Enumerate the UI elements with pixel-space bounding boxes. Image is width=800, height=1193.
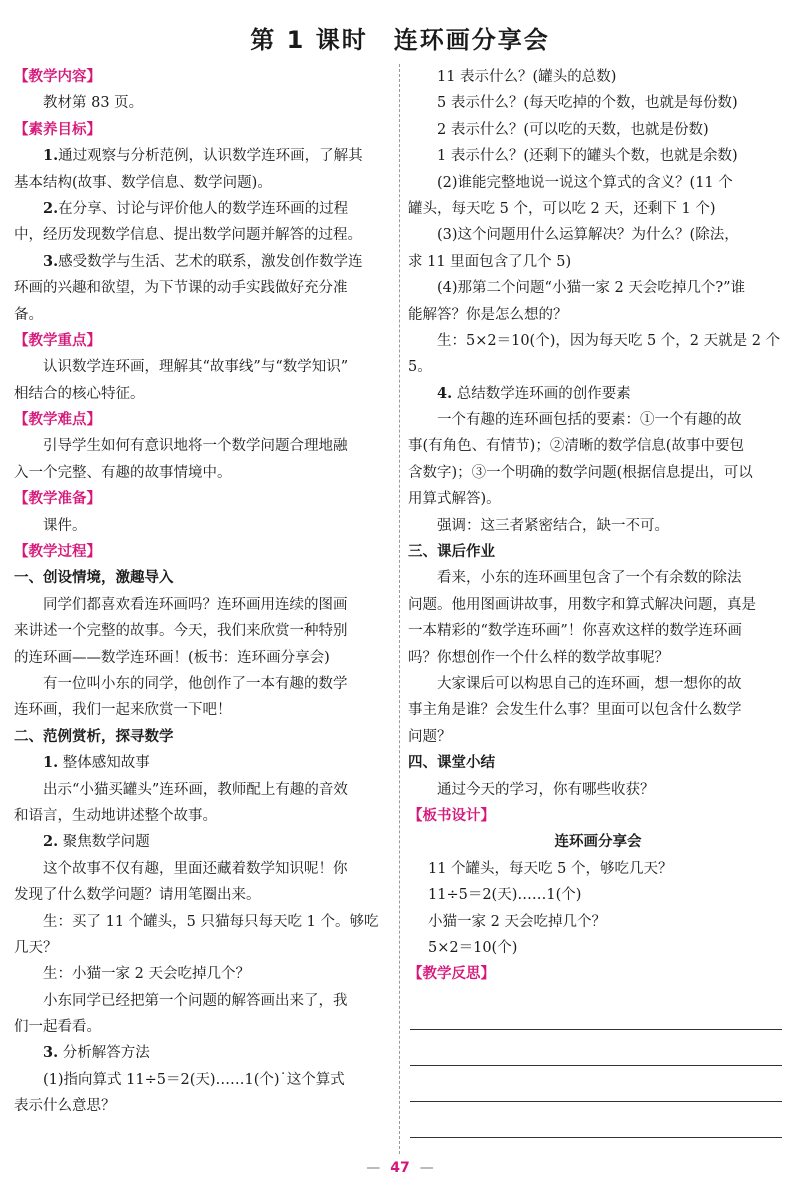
step-title: 聚焦数学问题 <box>62 834 150 851</box>
paragraph: 入一个完整、有趣的故事情境中。 <box>14 464 232 481</box>
step-number: 4. <box>437 384 453 402</box>
goal-2 <box>14 196 394 222</box>
step-number: 2. <box>43 833 59 851</box>
paragraph: 通过今天的学习，你有哪些收获？ <box>437 781 655 798</box>
paragraph: 11 表示什么？(罐头的总数) <box>437 69 617 85</box>
step-title: 整体感知故事 <box>62 755 150 772</box>
paragraph: 事主角是谁？会发生什么事？里面可以包含什么数学 <box>408 702 742 719</box>
goal-text: 在分享、讨论与评价他人的数学连环画的过程 <box>58 200 349 217</box>
paragraph: 备。 <box>14 306 43 323</box>
goal-number: 3. <box>43 252 59 270</box>
step-number: 3. <box>43 1044 59 1062</box>
column-divider <box>399 64 400 1154</box>
goal-number: 2. <box>43 199 59 217</box>
goal-3 <box>14 249 394 275</box>
board-line: 5×2＝10(个) <box>428 939 518 956</box>
paragraph: 事(有角色、有情节)；②清晰的数学信息(故事中要包 <box>408 438 744 455</box>
heading-preparation: 【教学准备】 <box>14 491 101 508</box>
paragraph: 基本结构(故事、数学信息、数学问题)。 <box>14 174 272 191</box>
paragraph: 一个有趣的连环画包括的要素：①一个有趣的故 <box>437 412 742 429</box>
subheading <box>14 750 394 776</box>
goal-number: 1. <box>43 147 59 165</box>
paragraph: 问题？ <box>408 728 452 745</box>
step-title: 分析解答方法 <box>62 1045 150 1062</box>
heading-difficulty: 【教学难点】 <box>14 412 101 429</box>
paragraph: 能解答？你是怎么想的？ <box>408 306 568 323</box>
paragraph: 同学们都喜欢看连环画吗？连环画用连续的图画 <box>43 596 348 613</box>
page-number: 47 <box>390 1160 410 1176</box>
paragraph: 5 表示什么？(每天吃掉的个数，也就是每份数) <box>437 95 738 112</box>
right-column <box>408 64 788 1138</box>
reflection-writing-lines <box>408 994 788 1138</box>
board-line: 小猫一家 2 天会吃掉几个？ <box>428 913 606 930</box>
paragraph: 看来，小东的连环画里包含了一个有余数的除法 <box>437 570 742 587</box>
footer-dash: — <box>366 1160 381 1176</box>
paragraph: 来讲述一个完整的故事。今天，我们来欣赏一种特别 <box>14 623 348 640</box>
paragraph: (3)这个问题用什么运算解决？为什么？(除法， <box>437 227 739 244</box>
paragraph: 中，经历发现数学信息、提出数学问题并解答的过程。 <box>14 227 362 244</box>
paragraph: 一本精彩的“数学连环画”！你喜欢这样的数学连环画 <box>408 623 742 640</box>
paragraph: 和语言，生动地讲述整个故事。 <box>14 807 217 824</box>
board-line: 11÷5＝2(天)……1(个) <box>428 887 582 904</box>
heading-goals: 【素养目标】 <box>14 121 101 138</box>
left-column <box>14 64 394 1120</box>
paragraph: 5。 <box>408 359 432 376</box>
board-line: 11 个罐头，每天吃 5 个，够吃几天？ <box>428 860 673 877</box>
heading-focus: 【教学重点】 <box>14 332 101 349</box>
paragraph: 小东同学已经把第一个问题的解答画出来了，我 <box>43 992 348 1009</box>
paragraph: 有一位叫小东的同学，他创作了一本有趣的数学 <box>43 675 348 692</box>
paragraph: 引导学生如何有意识地将一个数学问题合理地融 <box>43 438 348 455</box>
writing-line <box>410 1030 782 1066</box>
writing-line <box>410 994 782 1030</box>
paragraph: 问题。他用图画讲故事，用数字和算式解决问题，真是 <box>408 596 756 613</box>
heading-process: 【教学过程】 <box>14 544 101 561</box>
paragraph: 这个故事不仅有趣，里面还藏着数学知识呢！你 <box>43 860 348 877</box>
footer-dash: — <box>419 1160 434 1176</box>
paragraph: 1 表示什么？(还剩下的罐头个数，也就是余数) <box>437 148 738 165</box>
paragraph: (4)那第二个问题“小猫一家 2 天会吃掉几个?”谁 <box>437 280 746 297</box>
paragraph: 出示“小猫买罐头”连环画，教师配上有趣的音效 <box>43 781 348 798</box>
paragraph: 连环画，我们一起来欣赏一下吧！ <box>14 702 232 719</box>
goal-1 <box>14 143 394 169</box>
paragraph: 相结合的核心特征。 <box>14 385 145 402</box>
section-heading-3: 三、课后作业 <box>408 544 495 561</box>
heading-teaching-content: 【教学内容】 <box>14 69 101 85</box>
subheading <box>408 381 788 407</box>
section-heading-2: 二、范例赏析，探寻数学 <box>14 728 174 745</box>
paragraph: 几天？ <box>14 939 58 956</box>
paragraph: 大家课后可以构思自己的连环画，想一想你的故 <box>437 675 742 692</box>
paragraph: 生：小猫一家 2 天会吃掉几个？ <box>43 966 250 983</box>
writing-line <box>410 1102 782 1138</box>
board-title: 连环画分享会 <box>554 834 642 851</box>
subheading <box>14 829 394 855</box>
paragraph: 罐头，每天吃 5 个，可以吃 2 天，还剩下 1 个) <box>408 200 716 217</box>
heading-board-design: 【板书设计】 <box>408 807 495 824</box>
step-number: 1. <box>43 754 59 772</box>
paragraph: 表示什么意思？ <box>14 1098 116 1115</box>
paragraph: 求 11 里面包含了几个 5) <box>408 253 572 270</box>
heading-reflection: 【教学反思】 <box>408 966 495 983</box>
paragraph: 们一起看看。 <box>14 1019 101 1036</box>
paragraph: 环画的兴趣和欲望，为下节课的动手实践做好充分准 <box>14 280 348 297</box>
paragraph: 吗？你想创作一个什么样的数学故事呢？ <box>408 649 669 666</box>
subheading <box>14 1040 394 1066</box>
section-heading-4: 四、课堂小结 <box>408 755 495 772</box>
paragraph: (1)指向算式 11÷5＝2(天)……1(个)˙这个算式 <box>43 1071 345 1088</box>
paragraph: 认识数学连环画，理解其“故事线”与“数学知识” <box>43 359 349 376</box>
paragraph: 发现了什么数学问题？请用笔圈出来。 <box>14 887 261 904</box>
page-title: 第 1 课时 连环画分享会 <box>250 26 550 54</box>
writing-line <box>410 1066 782 1102</box>
paragraph: 的连环画——数学连环画！(板书：连环画分享会) <box>14 649 330 666</box>
paragraph: 生：5×2＝10(个)，因为每天吃 5 个，2 天就是 2 个 <box>437 332 781 349</box>
paragraph: 强调：这三者紧密结合，缺一不可。 <box>437 517 669 534</box>
paragraph: 用算式解答)。 <box>408 491 501 508</box>
goal-text: 通过观察与分析范例，认识数学连环画，了解其 <box>58 148 363 165</box>
page-footer <box>0 1160 800 1176</box>
paragraph: 2 表示什么？(可以吃的天数，也就是份数) <box>437 121 709 138</box>
goal-text: 感受数学与生活、艺术的联系，激发创作数学连 <box>58 253 363 270</box>
paragraph: 含数字)；③一个明确的数学问题(根据信息提出，可以 <box>408 464 753 481</box>
paragraph: 课件。 <box>43 517 87 534</box>
paragraph: 生：买了 11 个罐头，5 只猫每只每天吃 1 个。够吃 <box>43 913 379 930</box>
paragraph: 教材第 83 页。 <box>43 95 144 112</box>
section-heading-1: 一、创设情境，激趣导入 <box>14 570 174 587</box>
step-title: 总结数学连环画的创作要素 <box>456 385 631 402</box>
paragraph: (2)谁能完整地说一说这个算式的含义？(11 个 <box>437 174 733 191</box>
